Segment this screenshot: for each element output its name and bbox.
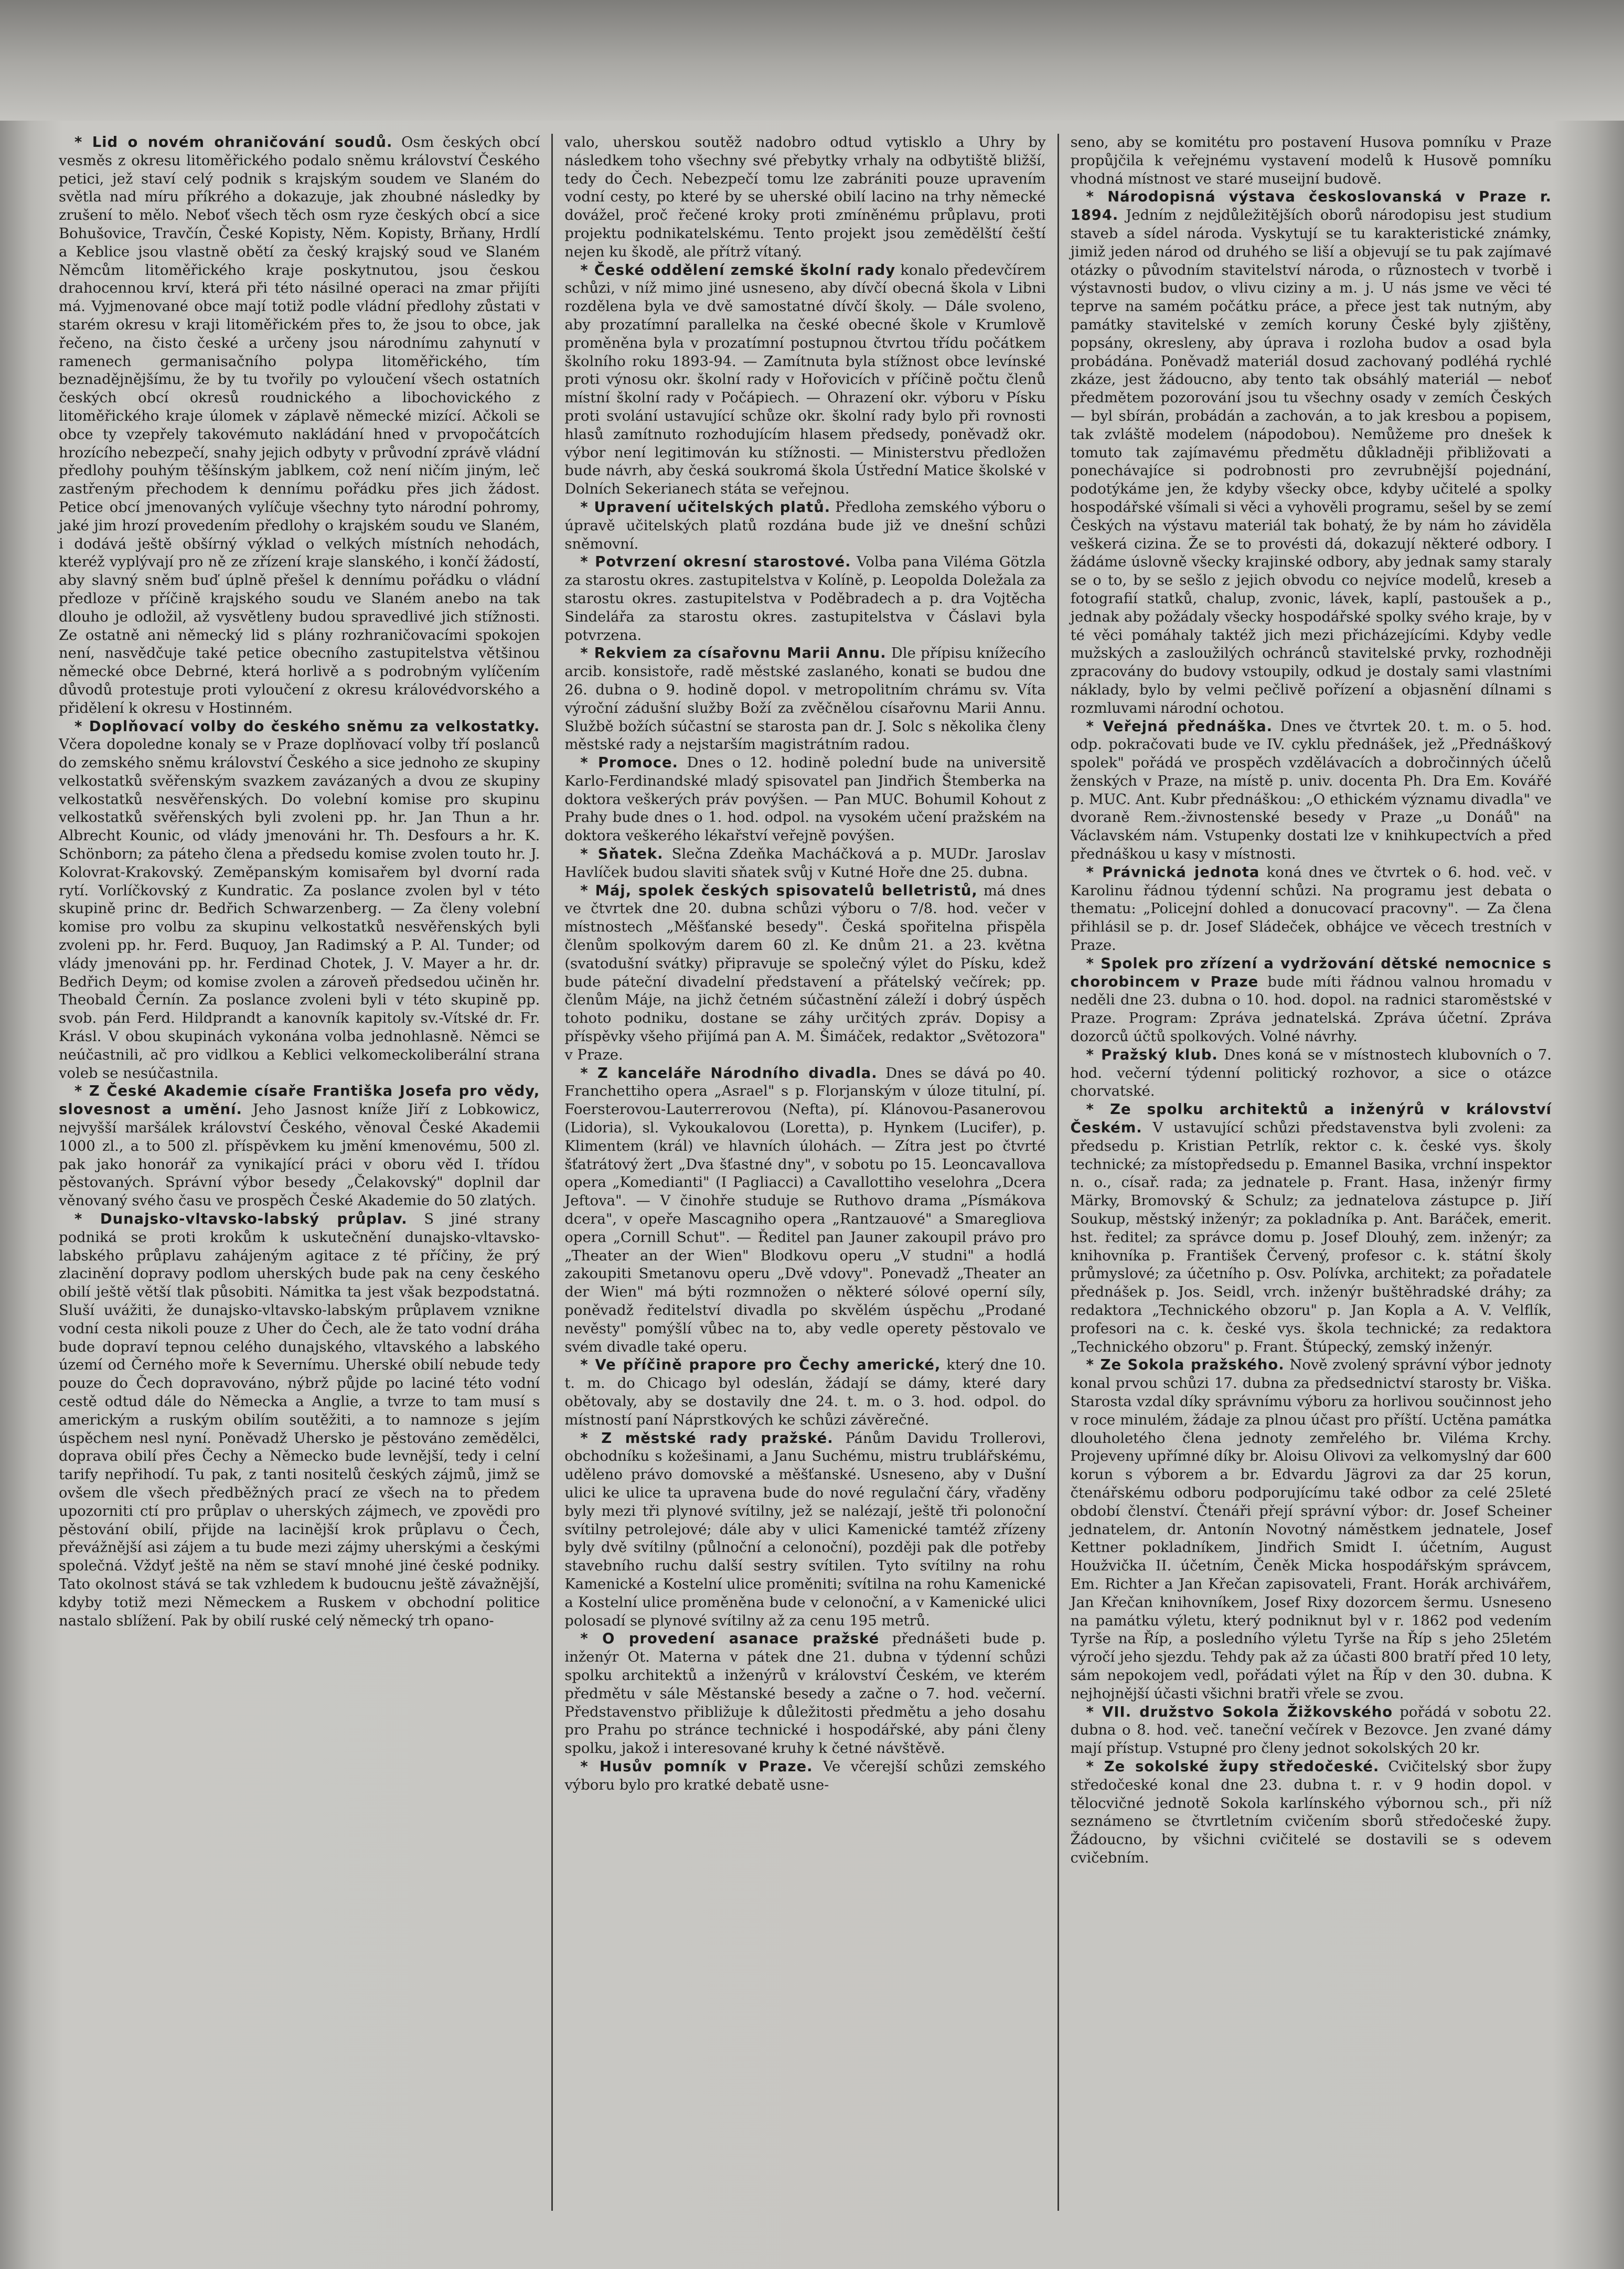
article xyxy=(1071,1356,1552,1703)
article-body: Jedním z nejdůležitějších oborů národopisu jest studium staveb a sídel národa. Vyskytují se tu karakteristické známky, jimiž jeden národ od druhého se liší a objevují se tu pak zajímavé otázky o původním stavitelství národa, o různostech v tvorbě i výstavnosti budov, o vlivu ciziny a m. j. U nás jsme ve věci té teprve na samém počátku práce, a přece jest tak nutným, aby památky stavitelské v zemích koruny České byly zjištěny, popsány, okresleny, aby úprava i rozloha budov a osad byla probádána. Poněvadž materiál dosud zachovaný podléhá rychlé zkáze, jest žádoucno, aby tento tak obsáhlý materiál — neboť předmětem pozorování jsou tu všechny osady v zemích Českých — byl sbírán, probádán a zachován, a to jak kresbou a popisem, tak zvláště modelem (nápodobou). Nemůžeme pro dnešek k tomuto tak zajímavému předmětu důkladněji přibližovati a ponechávajíce si podrobnosti pro zevrubnější pojednání, podotýkáme jen, že kdyby všecky obce, kdyby učitelé a spolky hospodářské všímali si věci a vyhověli programu, sešel by se zemí Českých na výstavu materiál tak bohatý, že by nám ho záviděla veškerá cizina. Že se to provésti dá, dokazují některé odbory. I žádáme úslovně všecky krajinské odbory, aby jednak samy staraly se o to, by se sešlo z jejich obvodu co nejvíce modelů, kreseb a fotografií statků, chalup, zvonic, lávek, kaplí, pastoušek a p., jednak aby požádaly všecky hospodářské spolky svého kraje, by v té věci pomáhaly taktéž jich mezi přicházejícími. Kdyby vedle mužských a zasloužilých ochránců stavitelské prvky, rozhodněji zpracovány do budovy vstoupily, odkud je dostaly sami vlastními náklady, bylo by velmi pečlivě pořízení a objasnění dílnami s rozmluvami národní ochotou. xyxy=(1070,207,1552,716)
article-body: má dnes ve čtvrtek dne 20. dubna schůzi výboru o 7/8. hod. večer v místnostech „Měšťanské besedy". Česká spořitelna přispěla členům spolkovým darem 60 zl. Ke dnům 21. a 23. května (svatodušní svátky) připravuje se společný výlet do Písku, kdež bude páteční divadelní představení a přátelský večírek; pp. členům Máje, na jichž četném súčastnění záleží i dobrý úspěch tohoto podniku, dostane se záhy určitých zpráv. Dopisy a příspěvky všeho přijímá pan A. M. Šimáček, redaktor „Světozora" v Praze. xyxy=(564,882,1046,1063)
article-heading: * Ze spolku architektů a inženýrů v království Českém. xyxy=(1070,1101,1552,1137)
text-columns xyxy=(47,134,1563,2211)
article-body: bude míti řádnou valnou hromadu v neděli dne 23. dubna o 10. hod. dopol. na radnici staroměstské v Praze. Program: Zpráva jednatelská. Zpráva účetní. Zpráva dozorců účtů spolkových. Volné návrhy. xyxy=(1070,973,1552,1045)
article-heading: * Ve příčině prapore pro Čechy americké, xyxy=(580,1357,941,1374)
article xyxy=(1071,1101,1552,1356)
column-right xyxy=(1059,134,1563,2211)
article-body: seno, aby se komitétu pro postavení Husova pomníku v Praze propůjčila k veřejnému vystavení modelů k Husově pomníku vhodná místnost ve staré museijní budově. xyxy=(1070,134,1552,187)
article-heading: * Z České Akademie císaře Františka Josefa pro vědy, slovesnost a umění. xyxy=(59,1083,540,1118)
article-heading: * Dunajsko-vltavsko-labský průplav. xyxy=(74,1211,408,1228)
article xyxy=(564,754,1045,845)
article xyxy=(564,882,1045,1065)
article-heading: * Upravení učitelských platů. xyxy=(580,499,831,516)
article xyxy=(1071,955,1552,1046)
article-heading: * České oddělení zemské školní rady xyxy=(580,262,896,279)
article-heading: * Národopisná výstava českoslovanská v Praze r. 1894. xyxy=(1070,189,1552,224)
article-heading: * Husův pomník v Praze. xyxy=(580,1758,813,1775)
article xyxy=(1071,188,1552,718)
article-heading: * Promoce. xyxy=(580,755,678,772)
article-body: přednášeti bude p. inženýr Ot. Materna v pátek dne 21. dubna v týdenní schůzi spolku architektů a inženýrů v království Českém, ve kterém předmětu v sále Městanské besedy a začne o 7. hod. večerní. Představenstvo přibližuje k důležitosti předmětu a jeho dosahu pro Prahu po stránce technické i hospodářské, aby páni členy spolku, jakož i interesované kruhy k četné návštěvě. xyxy=(564,1631,1046,1757)
article-heading: * Z kanceláře Národního divadla. xyxy=(580,1065,878,1082)
article xyxy=(59,718,540,1083)
article-body: Jeho Jasnost kníže Jiří z Lobkowicz, nejvyšší maršálek království Českého, věnoval České Akademii 1000 zl., a to 500 zl. příspěvkem ku jmění kmenovému, 500 zl. pak jako honorář za vynikající práci v oboru věd I. třídou pěstovaných. Správní výbor besedy „Čelakovský" doplnil dar věnovaný svého času ve prospěch České Akademie do 50 zlatých. xyxy=(59,1101,540,1210)
article-body: S jiné strany podniká se proti krokům k uskutečnění dunajsko-vltavsko-labského průplavu zahájeným agitace z té příčiny, že prý zlacinění dopravy podlom uherských bude pak na ceny českého obilí ještě větší tlak působiti. Námitka ta jest však bezpodstatná. Sluší uvážiti, že dunajsko-vltavsko-labským průplavem vznikne vodní cesta nikoli pouze z Uher do Čech, ale že tato vodní dráha bude dopraví tepnou celého dunajského, vltavského a labského území od Černého moře k Severnímu. Uherské obilí nebude tedy pouze do Čech dopravováno, nýbrž půjde po laciné této vodní cestě odtud dále do Německa a Anglie, a tvrze to tam musí s americkým a ruským obilím soutěžiti, a to namnoze s jejím úspěchem nesl nyní. Poněvadž Uhersko je pěstováno zemědělci, doprava obilí přes Čechy a Německo bude levnější, tedy i celní tarify nepřihodí. Tu pak, z tanti nositelů českých zájmů, jimž se ovšem dle všech předběžných prací ze všech na to předem upozorniti ctí pro průplav o uherských zájmech, ve zpovědi pro pěstování obilí, přijde na lacinější krok průplavu o Čech, převážnější asi zájem a tu bude mezi zájmy uherskými a českými společná. Vždyť ještě na něm se staví mnohé jiné české podniky. Tato okolnost stává se tak vzhledem k budoucnu ještě závažnější, kdyby totiž mezi Německem a Ruskem v obchodní politice nastalo sblížení. Pak by obilí ruské celý německý trh opano- xyxy=(59,1211,540,1629)
article xyxy=(1071,134,1552,188)
article xyxy=(564,845,1045,882)
article-body: Cvičitelský sbor župy středočeské konal dne 23. dubna t. r. v 9 hodin dopol. v tělocvičné jednotě Sokola karlínského výbornou sch., při níž seznámeno se čtvrtletním cvičením sborů středočeské župy. Žádoucno, by všichni cvičitelé se dostavili se s odevem cvičebním. xyxy=(1070,1758,1552,1866)
article xyxy=(564,1356,1045,1429)
page-top-margin xyxy=(0,0,1624,121)
article-heading: * O provedení asanace pražské xyxy=(580,1631,880,1647)
article xyxy=(1071,1046,1552,1101)
article xyxy=(564,1758,1045,1795)
article-body: Dnes ve čtvrtek 20. t. m. o 5. hod. odp. pokračovati bude ve IV. cyklu přednášek, jež „Přednáškový spolek" pořádá ve prospěch vzdělávacích a dobročinných účelů ženských v Praze, na místě p. univ. docenta Ph. Dra Em. Kovářé p. MUC. Ant. Kubr přednáškou: „O ethickém významu divadla" ve dvoraně Rem.-živnostenské besedy v Praze „u Donáů" na Václavském nám. Vstupenky dostati lze v knihkupectvích a před přednáškou u kasy v místnosti. xyxy=(1070,718,1552,863)
article xyxy=(1071,1758,1552,1868)
article xyxy=(59,134,540,718)
article-heading: * Z městské rady pražské. xyxy=(580,1430,834,1447)
column-middle xyxy=(553,134,1057,2211)
article xyxy=(564,134,1045,262)
article xyxy=(564,1065,1045,1357)
article xyxy=(1071,864,1552,955)
article-heading: * Pražský klub. xyxy=(1086,1046,1218,1063)
article-body: Slečna Zdeňka Macháčková a p. MUDr. Jaroslav Havlíček budou slaviti sňatek svůj v Kutné Hoře dne 25. dubna. xyxy=(564,846,1046,881)
article-heading: * Ze Sokola pražského. xyxy=(1086,1357,1285,1374)
article-body: který dne 10. t. m. do Chicago byl odeslán, žádají se dámy, které dary obětovaly, aby se dostavily dne 24. t. m. o 3. hod. odpol. do místností paní Náprstkových ke schůzi závěrečné. xyxy=(564,1357,1046,1428)
column-left xyxy=(47,134,551,2211)
article-body: V ustavující schůzi představenstva byli zvoleni: za předsedu p. Kristian Petrlík, rektor c. k. české vys. školy technické; za místopředsedu p. Emannel Basika, vrchní inspektor n. o., císař. rada; za jednatele p. Frant. Hasa, inženýr firmy Märky, Bromovský & Schulz; za jednatelova zástupce p. Jiří Soukup, městský inženýr; za pokladníka p. Ant. Baráček, emerit. hst. ředitel; za správce domu p. Josef Dlouhý, zem. inženýr; za knihovníka p. František Červený, profesor c. k. státní školy průmyslové; za účetního p. Osv. Polívka, architekt; za pořadatele přednášek p. Jos. Seidl, vrch. inženýr buštěhradské dráhy; za redaktora „Technického obzoru" p. Jan Kopla a A. V. Velflík, profesori na c. k. české vys. škola technické; za redaktora „Technického obzoru" p. Frant. Štúpecký, zemský inženýr. xyxy=(1070,1120,1552,1355)
article-body: Včera dopoledne konaly se v Praze doplňovací volby tří poslanců do zemského sněmu království Českého a sice jednoho ze skupiny velkostatků svěřenským svazkem zavázaných a dvou ze skupiny velkostatků nesvěřenských. Do volební komise pro skupinu velkostatků svěřenských byli zvoleni pp. hr. Jan Thun a hr. Albrecht Kounic, od vlády jmenováni hr. Th. Desfours a hr. K. Schönborn; za páteho člena a předsedu komise zvolen touto hr. J. Kolovrat-Krakovský. Zeměpanským komisařem byl dvorní rada rytí. Vorlíčkovský z Kundratic. Za poslance zvolen byl v této skupině princ dr. Bedřich Schwarzenberg. — Za členy volební komise pro volbu za skupinu velkostatků nesvěřenských byli zvoleni pp. hr. Ferd. Buquoy, Jan Radimský a P. Al. Tunder; od vlády jmenováni pp. hr. Ferdinad Chotek, J. V. Mayer a hr. dr. Bedřich Deym; od komise zvolen a zároveň předsedou učiněn hr. Theobald Černín. Za poslance zvoleni byli v této skupině pp. svob. pán Ferd. Hildprandt a kanovník kapitoly sv.-Vítské dr. Fr. Krásl. V obou skupinách vykonána volba jednohlasně. Němci se neúčastnili, ač pro vidlkou a Keblici velkomeckoliberální strana voleb se nesúčastnila. xyxy=(59,736,540,1082)
article-body: Dnes o 12. hodině polední bude na universitě Karlo-Ferdinandské mladý spisovatel pan Jindřich Štemberka na doktora veškerých práv povýšen. — Pan MUC. Bohumil Kohout z Prahy bude dnes o 1. hod. odpol. na vysokém učení pražském na doktora veškerého lékařství veřejně povýšen. xyxy=(564,755,1046,844)
article xyxy=(564,262,1045,499)
article-body: Nově zvolený správní výbor jednoty konal prvou schůzi 17. dubna za předsednictví starosty br. Viška. Starosta vzdal díky správnímu výboru za horlivou součinnost jeho v roce minulém, žádaje za plnou účast pro příští. Uctěna památka dlouholetého člena jednoty zemřelého br. Viléma Krchy. Projeveny upřímné díky br. Aloisu Olivovi za velkomyslný dar 600 korun s výborem a br. Edvardu Jägrovi za dar 25 korun, čtenářskému odboru podporujícímu také odbor za celé 25leté období členství. Čtenáři přejí správní výbor: dr. Josef Scheiner jednatelem, dr. Antonín Novotný náměstkem jednatele, Josef Kettner pokladníkem, Jindřich Smidt I. účetním, August Houžvička II. účetním, Čeněk Micka hospodářským správcem, Em. Richter a Jan Křečan zapisovateli, Frant. Horák archivářem, Jan Křečan knihovníkem, Josef Rixy dozorcem šermu. Usneseno na památku výletu, který podniknut byl v r. 1862 pod vedením Tyrše na Říp, a posledního výletu Tyrše na Říp s jeho 25letém výročí jeho sjezdu. Tehdy pak až za účasti 800 bratří před 10 lety, sám nepokojem vedl, pořádati výlet na Říp v den 30. dubna. K nejhojnější účasti všichni bratři vřele se zvou. xyxy=(1070,1357,1552,1702)
article xyxy=(564,499,1045,553)
article-heading: * Máj, spolek českých spisovatelů belletristů, xyxy=(580,882,978,899)
article-body: Pánům Davidu Trollerovi, obchodníku s kožešinami, a Janu Suchému, mistru trublářskému, uděleno právo domovské a měšťanské. Usneseno, aby v Dušní ulici ke ulice ta upravena bude do nové regulační čáry, vřaděny byly mezi tři plynové svítilny, jež se nalézají, ještě tři polonoční svítilny petrolejové; dále aby v ulici Kamenické tamtéž zřízeny byly dvě svítilny (půlnoční a celonoční), později pak dle potřeby stavebního ruchu další sestry svítilen. Tyto svítilny na rohu Kamenické a Kostelní ulice proměniti; svítilna na rohu Kamenické a Kostelní ulice proměněna bude v celonoční, a v Kamenické ulici polosadí se plynové svítilny až za cenu 195 metrů. xyxy=(564,1430,1046,1629)
article-body: pořádá v sobotu 22. dubna o 8. hod. več. taneční večírek v Bezovce. Jen zvané dámy mají přístup. Vstupné pro členy jednot sokolských 20 kr. xyxy=(1070,1704,1552,1757)
article-heading: * Rekviem za císařovnu Marii Annu. xyxy=(580,645,886,662)
article xyxy=(59,1211,540,1630)
article-heading: * Spolek pro zřízení a vydržování dětské nemocnice s chorobincem v Praze xyxy=(1070,955,1552,990)
article xyxy=(564,645,1045,754)
article-heading: * Veřejná přednáška. xyxy=(1086,718,1273,735)
article-body: Dnes se dává po 40. Franchettiho opera „Asrael" s p. Florjanským v úloze titulní, pí. Foersterovou-Lauterrerovou (Nefta), pí. Klánovou-Pasanerovou (Lidoria), sl. Vykoukalovou (Loretta), p. Hynkem (Lucifer), p. Klimentem (král) ve hlavních úlohách. — Zítra jest po čtvrté šťatrátový žert „Dva šťastné dny", v sobotu po 15. Leoncavallova opera „Komedianti" (I Pagliacci) a Cavallottiho veselohra „Dcera Jeftova". — V činohře studuje se Ruthovo drama „Písmákova dcera", v opeře Mascagniho opera „Rantzauové" a Smaregliova opera „Cornill Schut". — Ředitel pan Jauner zakoupil právo pro „Theater an der Wien" Blodkovu operu „V studni" a hodlá zakoupiti Smetanovu operu „Dvě vdovy". Ponevadž „Theater an der Wien" má býti rozmnožen o některé sólové operní síly, poněvadž ředitelství divadla po skvělém úspěchu „Prodané nevěsty" pomýšlí vůbec na to, aby vedle operety pěstovalo ve svém divadle také operu. xyxy=(564,1065,1046,1355)
article-heading: * Potvrzení okresní starostové. xyxy=(580,554,851,571)
article-body: koná dnes ve čtvrtek o 6. hod. več. v Karolinu řádnou týdenní schůzi. Na programu jest debata o thematu: „Policejní dohled a donucovací pracovny". — Za člena přihlásil se p. dr. Josef Sládeček, obhájce ve věcech trestních v Praze. xyxy=(1070,864,1552,954)
article-heading: * Lid o novém ohraničování soudů. xyxy=(74,134,393,151)
article-body: Osm českých obcí vesměs z okresu litoměřického podalo sněmu království Českého petici, jež staví celý podnik s krajským soudem ve Slaném do světla nad míru příkrého a dokazuje, jak zhoubné následky by zrušení to mělo. Neboť všech těch osm ryze českých obcí a sice Bohušovice, Travčín, České Kopisty, Něm. Kopisty, Brňany, Hrdlí a Keblice jsou vlastně obětí za český krajský soud ve Slaném Němcům litoměřického kraje poskytnutou, jsou českou drahocennou krví, která při této násilné operaci na zmar přijíti má. Vyjmenované obce mají totiž podle vládní předlohy zůstati v starém okresu v kraji litoměřickém přes to, že jsou to obce, jak řečeno, na čisto české a určeny jsou národnímu zahynutí v ramenech germanisačního polypa litoměřického, tím beznadějnějšímu, že by tu tvořily po vyloučení všech ostatních českých obcí okresů roudnického a libochovického z litoměřického kraje úlomek v záplavě německé mizící. Ačkoli se obce ty vzepřely takovémuto nakládání hned v prvopočátcích hrozícího nebezpečí, snahy jejich odbyty v průvodní zprávě vládní předlohy pouhým těšínským jablkem, což není ničím jiným, leč zastřeným přechodem k dennímu pořádku přes jich žádost. Petice obcí jmenovaných vylíčuje všechny tyto národní pohromy, jaké jim hrozí provedením předlohy o krajském soudu ve Slaném, i dodává ještě obšírný výklad o velkých místních nehodách, kteréž vyplývají pro ně ze zřízení kraje slanského, i končí žádostí, aby slavný sněm buď úplně přešel k dennímu pořádku o vládní předloze v příčině krajského soudu ve Slaném anebo na tak dlouho je odložil, až vysvětleny budou spravedlivé jich stížnosti. Ze ostatně ani německý lid s plány rozhraničovacími spokojen není, nasvědčuje také petice obecního zastupitelstva většinou německé obce Debrné, která horlivě a s podrobným vylíčením důvodů protestuje proti vyloučení z okresu královédvorského a přidělení k okresu v Hostinném. xyxy=(59,134,540,716)
article xyxy=(1071,1704,1552,1758)
article-heading: * Ze sokolské župy středočeské. xyxy=(1086,1758,1380,1775)
article xyxy=(59,1083,540,1211)
article-heading: * Doplňovací volby do českého sněmu za velkostatky. xyxy=(74,718,540,735)
article-body: Předloha zemského výboru o úpravě učitelských platů rozdána bude již ve dnešní schůzi sněmovní. xyxy=(564,499,1046,552)
article-body: konalo předevčírem schůzi, v níž mimo jiné usneseno, aby dívčí obecná škola v Libni rozdělena byla ve dvě samostatné dívčí školy. — Dále svoleno, aby prozatímní parallelka na české obecné škole v Krumlově proměněna byla v prozatímní postupnou čtvrtou třídu počátkem školního roku 1893-94. — Zamítnuta byla stížnost obce levínské proti výnosu okr. školní rady v Hořovicích v příčině počtu členů místní školní rady v Počápiech. — Ohrazení okr. výboru v Písku proti svolání ustavující schůze okr. školní rady bylo při rovnosti hlasů zamítnuto rozhodujícím hlasem předsedy, poněvadž okr. výbor není legitimován ku stížnosti. — Ministerstvu předložen bude návrh, aby česká soukromá škola Ústřední Matice školské v Dolních Sekerianech státa se veřejnou. xyxy=(564,262,1046,498)
article xyxy=(564,553,1045,645)
article-body: Dle přípisu knížecího arcib. konsistoře, radě městské zaslaného, konati se budou dne 26. dubna o 9. hodině dopol. v metropolitním chrámu sv. Víta výroční zádušní služby Boží za zvěčnělou císařovnu Marii Annu. Službě božích súčastní se starosta pan dr. J. Solc s několika členy městské rady a nejstarším magistrátním radou. xyxy=(564,645,1046,753)
article-heading: * Sňatek. xyxy=(580,846,664,863)
article-body: Ve včerejší schůzi zemského výboru bylo pro kratké debatě usne- xyxy=(564,1758,1046,1793)
article xyxy=(1071,718,1552,864)
article-body: Volba pana Viléma Götzla za starostu okres. zastupitelstva v Kolíně, p. Leopolda Doležala za starostu okres. zastupitelstva v Poděbradech a p. dra Vojtěcha Sindelářa za starostu okres. zastupitelstva v Čáslavi byla potvrzena. xyxy=(564,554,1046,644)
article xyxy=(564,1430,1045,1631)
article-body: valo, uherskou soutěž nadobro odtud vytisklo a Uhry by následkem toho všechny své přebytky vrhaly na odbytiště bližší, tedy do Čech. Nebezpečí tomu lze zabrániti pouze upravením vodní cesty, po které by se uherské obilí lacino na trhy německé dovážel, proč řečené kroky proti zmíněnému průplavu, proti projektu podnikatelskému. Tento projekt jsou zemědělští čeští nejen ku škodě, ale přítrž vítaný. xyxy=(564,134,1046,260)
article-heading: * Právnická jednota xyxy=(1086,864,1260,881)
article xyxy=(564,1630,1045,1758)
article-body: Dnes koná se v místnostech klubovních o 7. hod. večerní týdenní politický rozhovor, a sice o otázce chorvatské. xyxy=(1070,1046,1552,1100)
article-heading: * VII. družstvo Sokola Žižkovského xyxy=(1086,1704,1393,1720)
